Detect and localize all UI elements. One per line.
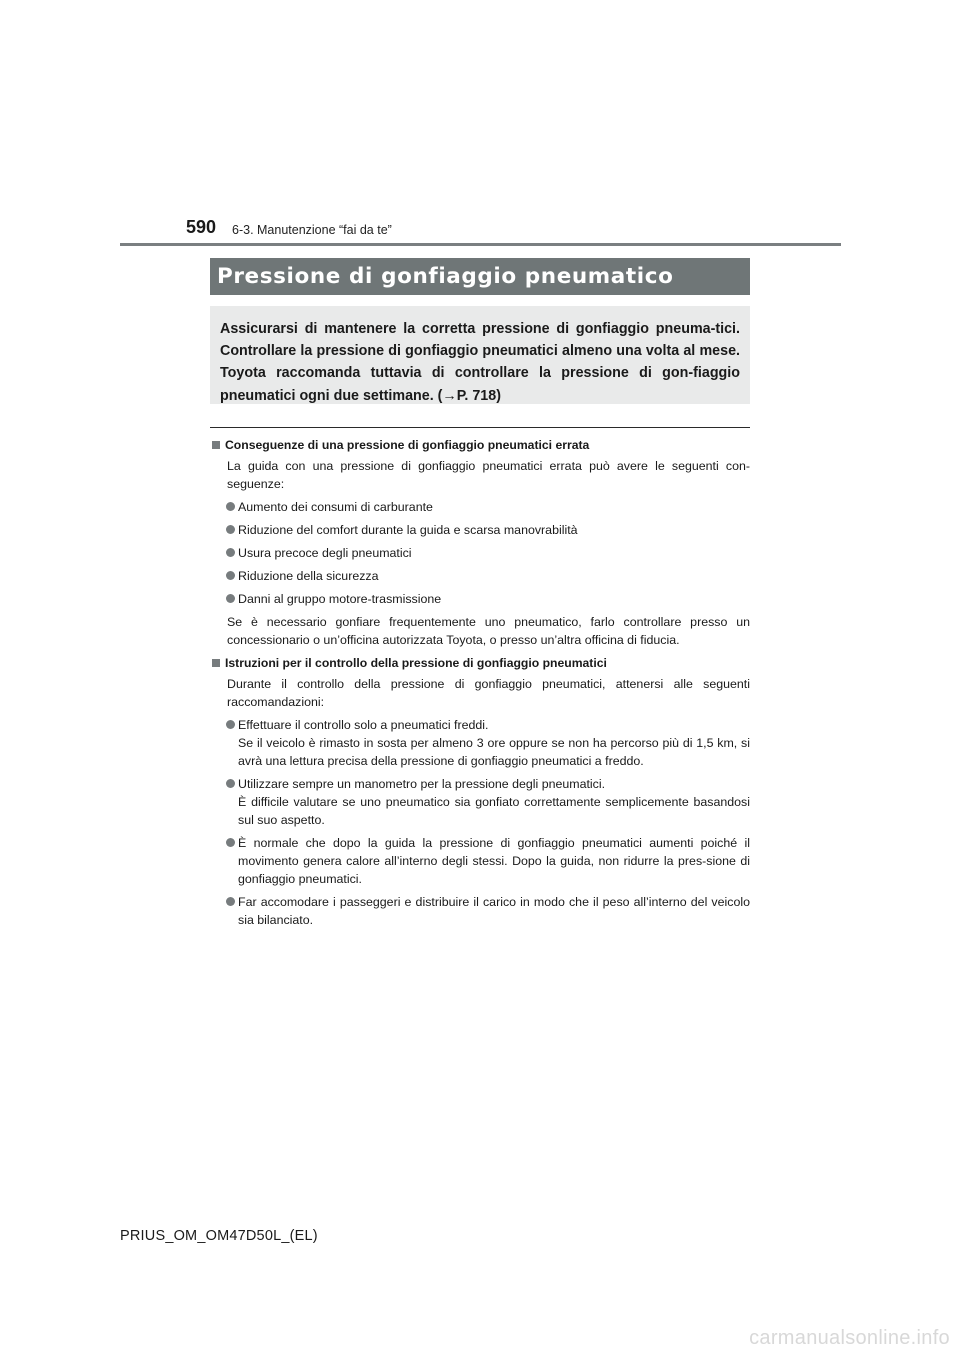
list-item bbox=[211, 498, 750, 516]
circle-bullet-icon bbox=[226, 594, 235, 603]
page-title: Pressione di gonfiaggio pneumatico bbox=[217, 264, 674, 289]
list-item bbox=[211, 590, 750, 608]
circle-bullet-icon bbox=[226, 779, 235, 788]
list-item-detail: È difficile valutare se uno pneumatico sia gonfiato correttamente semplicemente basandosi sul suo aspetto. bbox=[238, 795, 750, 827]
list-item bbox=[211, 893, 750, 929]
content-divider bbox=[210, 427, 750, 428]
list-item-text: Aumento dei consumi di carburante bbox=[238, 500, 433, 514]
list-item bbox=[211, 775, 750, 829]
circle-bullet-icon bbox=[226, 897, 235, 906]
header-divider bbox=[120, 243, 841, 246]
section-paragraph: Durante il controllo della pressione di gonfiaggio pneumatici, attenersi alle seguenti raccomandazioni: bbox=[227, 677, 750, 709]
list-item-text: Riduzione del comfort durante la guida e scarsa manovrabilità bbox=[238, 523, 578, 537]
square-bullet-icon bbox=[212, 441, 220, 449]
content bbox=[211, 436, 750, 934]
section-heading bbox=[211, 436, 750, 454]
circle-bullet-icon bbox=[226, 548, 235, 557]
list-item-text: Far accomodare i passeggeri e distribuire il carico in modo che il peso all’interno del veicolo sia bilanciato. bbox=[238, 895, 750, 927]
section-heading bbox=[211, 654, 750, 672]
list-item-text: Effettuare il controllo solo a pneumatici freddi. bbox=[238, 718, 489, 732]
section-paragraph: La guida con una pressione di gonfiaggio pneumatici errata può avere le seguenti con-seguenze: bbox=[227, 459, 750, 491]
list-item bbox=[211, 834, 750, 888]
list-item bbox=[211, 544, 750, 562]
list-item-detail: Se il veicolo è rimasto in sosta per almeno 3 ore oppure se non ha percorso più di 1,5 km, si avrà una lettura precisa della pressione di gonfiaggio pneumatici a freddo. bbox=[238, 736, 750, 768]
page-number: 590 bbox=[186, 217, 217, 237]
section-paragraph: Se è necessario gonfiare frequentemente uno pneumatico, farlo controllare presso un concessionario o un’officina autorizzata Toyota, o presso un’altra officina di fiducia. bbox=[227, 615, 750, 647]
list-item-text: È normale che dopo la guida la pressione di gonfiaggio pneumatici aumenti poiché il movimento genera calore all’interno degli stessi. Dopo la guida, non ridurre la pres-sione di gonfiaggio pneumatici. bbox=[238, 836, 750, 886]
circle-bullet-icon bbox=[226, 720, 235, 729]
list-item bbox=[211, 521, 750, 539]
document-code: PRIUS_OM_OM47D50L_(EL) bbox=[120, 1228, 318, 1244]
circle-bullet-icon bbox=[226, 502, 235, 511]
list-item-text: Usura precoce degli pneumatici bbox=[238, 546, 412, 560]
list-item-text: Riduzione della sicurezza bbox=[238, 569, 379, 583]
intro-text: Assicurarsi di mantenere la corretta pressione di gonfiaggio pneuma-tici. Controllare la pressione di gonfiaggio pneumatici almeno una volta al mese. Toyota raccomanda tuttavia di controllare la pressione di gon-fiaggio pneumatici ogni due settimane. (→P. 718) bbox=[220, 321, 740, 404]
section-heading-text: Istruzioni per il controllo della pressione di gonfiaggio pneumatici bbox=[225, 656, 607, 670]
list-item-text: Danni al gruppo motore-trasmissione bbox=[238, 592, 442, 606]
intro-box bbox=[210, 306, 750, 404]
list-item bbox=[211, 716, 750, 770]
circle-bullet-icon bbox=[226, 838, 235, 847]
circle-bullet-icon bbox=[226, 571, 235, 580]
square-bullet-icon bbox=[212, 659, 220, 667]
list-item-text: Utilizzare sempre un manometro per la pressione degli pneumatici. bbox=[238, 777, 606, 791]
circle-bullet-icon bbox=[226, 525, 235, 534]
section-heading-text: Conseguenze di una pressione di gonfiaggio pneumatici errata bbox=[225, 438, 590, 452]
watermark: carmanualsonline.info bbox=[749, 1327, 950, 1349]
title-bar bbox=[210, 258, 750, 295]
section-label: 6-3. Manutenzione “fai da te” bbox=[232, 223, 392, 237]
list-item bbox=[211, 567, 750, 585]
